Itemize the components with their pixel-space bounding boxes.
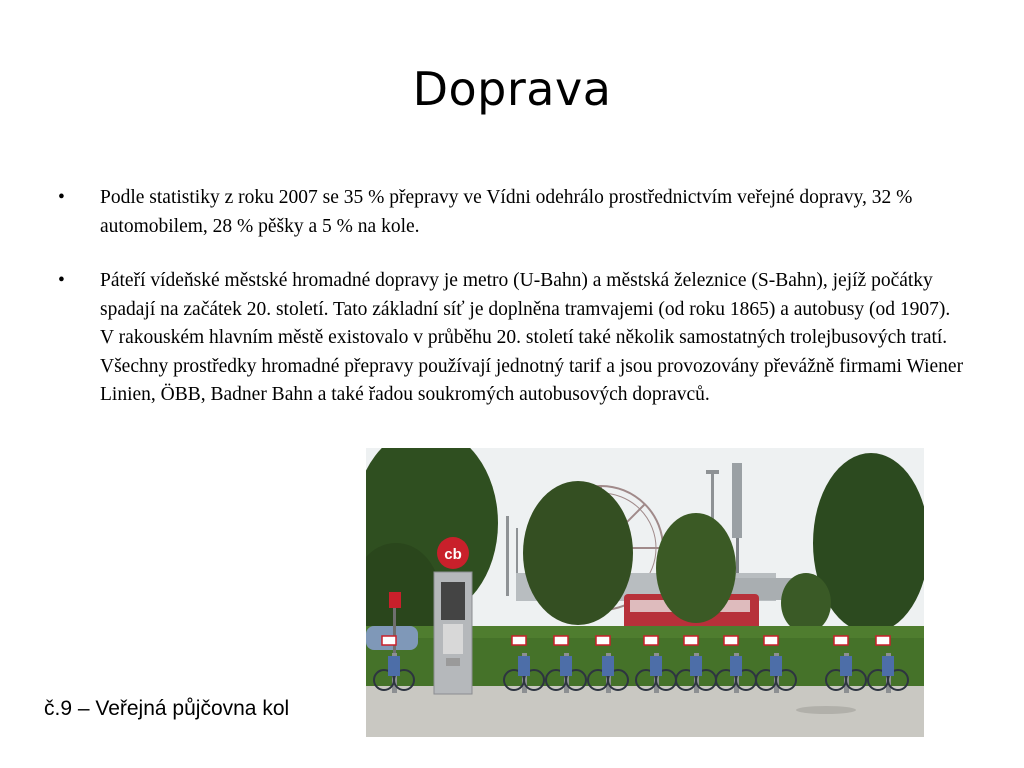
bullet-item-public-transport [58, 267, 968, 410]
bullet-list [58, 184, 968, 410]
bullet-text: Páteří vídeňské městské hromadné dopravy je metro (U-Bahn) a městská železnice (S-Bahn), jejíž počátky spadají na začátek 20. století. Tato základní síť je doplněna tramvajemi (od roku 1865) a autobusy (od 1907). V rakouském hlavním městě existovalo v průběhu 20. století také několik samostatných trolejbusových tratí. Všechny prostředky hromadné přepravy používají jednotný tarif a jsou provozovány převážně firmami Wiener Linien, ÖBB, Badner Bahn a také řadou soukromých autobusových dopravců. [100, 270, 964, 405]
bullet-marker: • [58, 270, 65, 291]
bullet-text: Podle statistiky z roku 2007 se 35 % přepravy ve Vídni odehrálo prostřednictvím veřejné dopravy, 32 % automobilem, 28 % pěšky a 5 % na kole. [100, 187, 913, 237]
bullet-marker: • [58, 187, 65, 208]
sign-text: cb [444, 546, 462, 563]
bike-rental-photo [366, 448, 924, 737]
rental-kiosk-icon [434, 572, 472, 694]
slide-title: Doprava [412, 62, 612, 116]
photo-caption: č.9 – Veřejná půjčovna kol [44, 697, 290, 720]
bike-rental-illustration [366, 448, 924, 737]
bike-rental-sign-icon [437, 537, 469, 569]
bullet-item-statistics [58, 184, 968, 241]
